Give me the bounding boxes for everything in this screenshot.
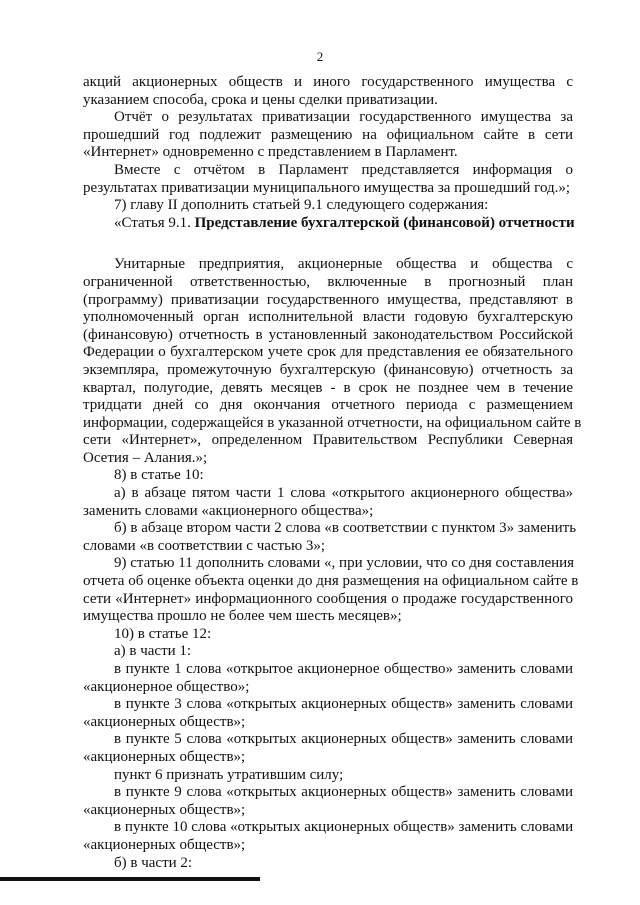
text-line: (финансовую) отчетность в установленный законодательством Российской [83, 326, 573, 343]
paragraph [83, 731, 573, 766]
text-line: акций акционерных обществ и иного государственного имущества с [83, 74, 573, 90]
paragraph [83, 485, 573, 520]
article-heading [83, 215, 573, 233]
spacer [83, 232, 573, 256]
text-line: Федерации о бухгалтерском учете срок для представления ее обязательного [83, 344, 573, 361]
paragraph [83, 467, 573, 485]
text-line: информации, содержащейся в указанной отчетности, на официальном сайте в [83, 414, 582, 431]
text-line: «акционерных обществ»; [83, 748, 246, 765]
paragraph [83, 626, 573, 644]
text-line: 9) статью 11 дополнить словами «, при условии, что со дня составления [114, 555, 575, 572]
article-number: «Статья 9.1. [114, 214, 195, 231]
text-line: имущества прошло не более чем шесть месяцев»; [83, 608, 402, 625]
paragraph [83, 109, 573, 162]
text-line: пункт 6 признать утратившим силу; [114, 766, 344, 783]
text-line: б) в абзаце втором части 2 слова «в соответствии с пунктом 3» заменить [114, 520, 577, 537]
text-line: Унитарные предприятия, акционерные общества и общества с [114, 256, 573, 273]
paragraph [83, 661, 573, 696]
paragraph [83, 784, 573, 819]
text-line: Отчёт о результатах приватизации государственного имущества за [114, 109, 573, 126]
text-line: тридцати дней со дня окончания отчетного периода с размещением [83, 397, 573, 414]
text-line: отчета об оценке объекта оценки до дня размещения на официальном сайте в [83, 573, 579, 590]
text-line: (программу) приватизации государственного имущества, представляют в [83, 291, 573, 308]
text-line: словами «в соответствии с частью 3»; [83, 537, 326, 554]
scan-edge-rule [0, 877, 260, 881]
text-line: квартал, полугодие, девять месяцев - в срок не позднее чем в течение [83, 379, 573, 396]
paragraph [83, 696, 573, 731]
text-line: б) в части 2: [114, 854, 193, 871]
text-line: указанием способа, срока и цены сделки приватизации. [83, 91, 438, 108]
text-line: уполномоченный орган исполнительной власти годовую бухгалтерскую [83, 309, 573, 326]
text-line: результатах приватизации муниципального имущества за прошедший год.»; [83, 179, 571, 196]
text-line: в пункте 9 слова «открытых акционерных обществ» заменить словами [114, 784, 573, 801]
text-line: 8) в статье 10: [114, 467, 204, 484]
text-line: 7) главу II дополнить статьей 9.1 следующего содержания: [114, 197, 489, 214]
text-line: экземпляра, промежуточную бухгалтерскую (финансовую) отчетность за [83, 361, 573, 378]
paragraph [83, 643, 573, 661]
text-line: Осетия – Алания.»; [83, 449, 208, 466]
text-line: сети «Интернет» информационного сообщения о продаже государственного [83, 590, 573, 607]
paragraph [83, 74, 573, 109]
paragraph [83, 197, 573, 215]
text-line: 10) в статье 12: [114, 625, 212, 642]
text-line: прошедший год подлежит размещению на официальном сайте в сети [83, 126, 573, 143]
text-line: в пункте 10 слова «открытых акционерных обществ» заменить словами [114, 819, 574, 836]
text-line: «Интернет» одновременно с представлением в Парламент. [83, 144, 458, 161]
text-line: сети «Интернет», определенном Правительством Республики Северная [83, 432, 573, 449]
text-line [83, 215, 573, 233]
paragraph [83, 855, 573, 873]
paragraph [83, 256, 582, 467]
text-line: «акционерных обществ»; [83, 801, 246, 818]
text-line: в пункте 5 слова «открытых акционерных обществ» заменить словами [114, 731, 573, 748]
text-line: «акционерных обществ»; [83, 836, 246, 853]
text-line: в пункте 1 слова «открытое акционерное общество» заменить словами [114, 661, 573, 677]
text-line: Вместе с отчётом в Парламент представляется информация о [114, 161, 573, 178]
article-title: Представление бухгалтерской (финансовой) отчетности [194, 214, 575, 231]
paragraph [83, 819, 573, 854]
paragraph [83, 162, 573, 197]
page-number: 2 [316, 49, 324, 64]
text-line: а) в абзаце пятом части 1 слова «открытого акционерного общества» [114, 485, 573, 502]
paragraph [83, 767, 573, 785]
text-line: заменить словами «акционерного общества»; [83, 502, 374, 519]
text-line: «акционерных обществ»; [83, 713, 246, 730]
paragraph [83, 555, 579, 625]
paragraph [83, 520, 577, 555]
text-line: «акционерное общество»; [83, 678, 250, 695]
document-body [83, 74, 582, 872]
text-line: в пункте 3 слова «открытых акционерных обществ» заменить словами [114, 696, 573, 713]
text-line: ограниченной ответственностью, включенные в прогнозный план [83, 273, 573, 290]
text-line: а) в части 1: [114, 643, 192, 660]
